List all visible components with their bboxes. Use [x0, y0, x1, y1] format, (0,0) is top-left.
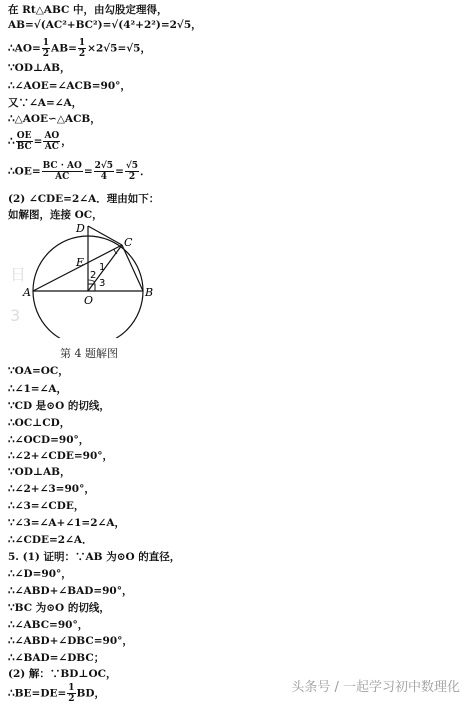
solution-line: ∴∠CDE=2∠A． — [8, 534, 93, 546]
fraction — [94, 161, 114, 182]
solution-line: (2) 解：∵BD⊥OC， — [8, 668, 117, 680]
solution-line: ∴∠BAD=∠DBC； — [8, 652, 105, 664]
solution-line: ∴∠ABC=90°， — [8, 619, 89, 631]
numerator: 1 — [68, 683, 75, 693]
solution-line: ∴△AOE∽△ACB， — [8, 113, 101, 125]
label-d: D — [76, 222, 85, 235]
text-run: ． — [140, 165, 151, 178]
fraction — [125, 161, 139, 182]
text-run: ， — [61, 135, 72, 148]
solution-line: ∵CD 是⊙O 的切线， — [8, 400, 110, 412]
fraction — [43, 131, 60, 152]
numerator: OE — [16, 131, 32, 141]
label-angle-1: 1 — [99, 262, 106, 273]
text-run: ×2√5=√5， — [87, 42, 151, 55]
watermark: 头条号 / 一起学习初中数理化 — [291, 680, 460, 695]
fraction — [16, 131, 33, 152]
numerator: AO — [44, 131, 60, 141]
solution-line: ∵OD⊥AB， — [8, 466, 71, 478]
solution-line: ∴∠2+∠CDE=90°， — [8, 450, 114, 462]
denominator: 2 — [68, 694, 75, 704]
label-a: A — [23, 286, 31, 299]
solution-line: 又∵∠A=∠A， — [8, 97, 83, 109]
fraction — [78, 38, 86, 59]
text-run: BD， — [76, 687, 106, 700]
solution-line: ∴∠3=∠CDE， — [8, 500, 85, 512]
solution-line: ∴∠ABD+∠DBC=90°， — [8, 635, 133, 647]
label-c: C — [124, 236, 133, 249]
fraction — [42, 38, 50, 59]
fraction — [67, 683, 75, 704]
denominator: BC — [16, 142, 32, 152]
solution-line: ∴∠2+∠3=90°， — [8, 483, 95, 495]
solution-line: ∵∠3=∠A+∠1=2∠A， — [8, 517, 125, 529]
text-run: ∴OE= — [8, 165, 41, 178]
text-run: = — [115, 165, 124, 178]
denominator: AC — [44, 142, 59, 152]
denominator: 2 — [42, 49, 50, 59]
solution-line — [8, 161, 151, 182]
label-o: O — [84, 294, 94, 307]
solution-line: ∴∠1=∠A， — [8, 383, 68, 395]
numerator: √5 — [125, 161, 139, 171]
solution-line: ∴∠D=90°， — [8, 568, 72, 580]
denominator: 2 — [128, 172, 136, 182]
solution-line — [8, 38, 151, 59]
figure-caption: 第 4 题解图 — [60, 347, 118, 360]
numerator: 1 — [42, 38, 50, 48]
label-angle-3: 3 — [99, 278, 106, 289]
denominator: AC — [55, 172, 70, 182]
solution-line: 在 Rt△ABC 中，由勾股定理得， — [8, 4, 168, 16]
numerator: BC · AO — [42, 161, 82, 171]
label-angle-2: 2 — [90, 270, 97, 281]
segment-dc — [88, 226, 122, 245]
solution-line — [8, 683, 105, 704]
denominator: 4 — [100, 172, 107, 182]
fraction — [42, 161, 83, 182]
faint-mark: 日 — [10, 265, 27, 284]
text-run: ∴ — [8, 135, 15, 148]
solution-line: AB=√(AC²+BC²)=√(4²+2²)=2√5， — [8, 19, 202, 31]
segment-cb — [122, 245, 143, 291]
denominator: 2 — [78, 49, 86, 59]
text-run: = — [33, 135, 43, 148]
solution-line: ∴∠OCD=90°， — [8, 434, 90, 446]
solution-line: ∵OD⊥AB， — [8, 62, 71, 74]
solution-line: 如解图，连接 OC， — [8, 209, 103, 221]
label-b: B — [145, 286, 154, 299]
label-e: E — [76, 256, 85, 269]
solution-line: ∴∠AOE=∠ACB=90°， — [8, 80, 131, 92]
solution-line: ∴∠ABD+∠BAD=90°， — [8, 585, 133, 597]
text-run: ∴AO= — [8, 42, 41, 55]
numerator: 1 — [78, 38, 86, 48]
solution-line: ∵BC 为⊙O 的切线， — [8, 602, 110, 614]
text-run: ∴BE=DE= — [8, 687, 67, 700]
solution-line: ∴OC⊥CD， — [8, 417, 71, 429]
geometry-figure — [22, 218, 162, 338]
text-run: = — [83, 165, 93, 178]
solution-line: (2) ∠CDE=2∠A．理由如下： — [8, 193, 160, 205]
numerator: 2√5 — [94, 161, 114, 171]
solution-line: 5. (1) 证明：∵AB 为⊙O 的直径， — [8, 551, 181, 563]
text-run: AB= — [51, 42, 77, 55]
solution-line: ∵OA=OC， — [8, 365, 69, 377]
faint-mark: 3 — [10, 306, 21, 325]
solution-line — [8, 131, 72, 152]
